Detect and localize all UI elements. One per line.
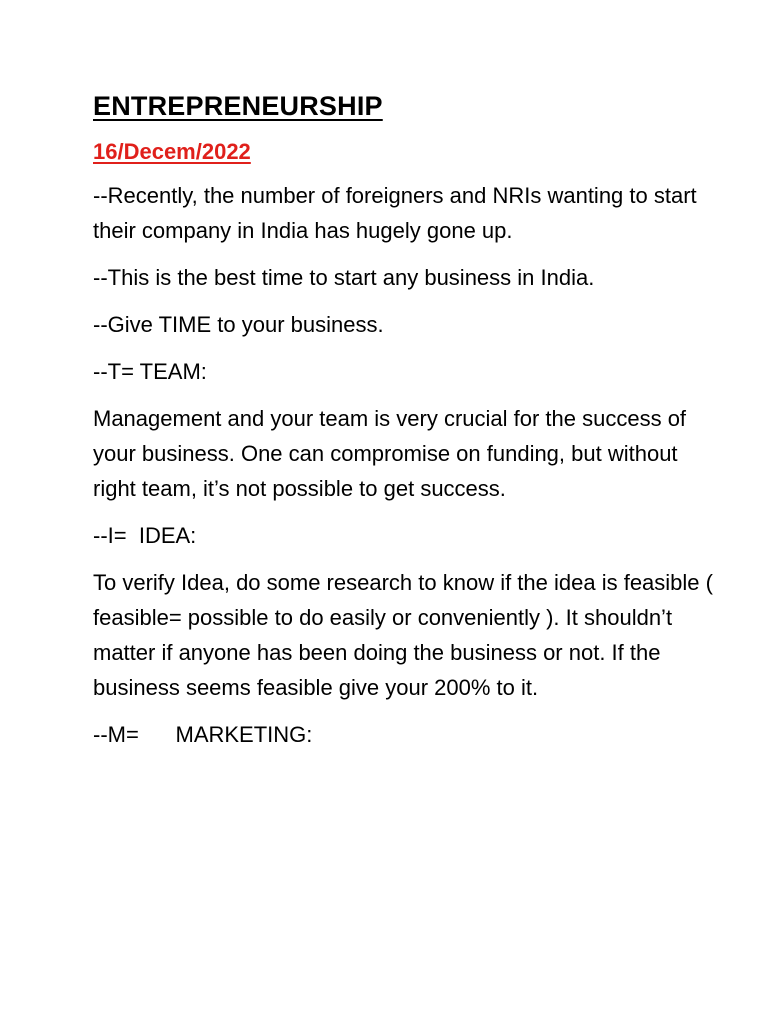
document-title: ENTREPRENEURSHIP [93,91,383,121]
heading-marketing: --M= MARKETING: [93,722,313,747]
paragraph-give-time: --Give TIME to your business. [93,312,384,337]
document-date: 16/Decem/2022 [93,139,251,164]
document-page [93,88,713,764]
heading-idea: --I= IDEA: [93,523,197,548]
paragraph-team: Management and your team is very crucial for the success of your business. One can compromise on funding, but without right team, it’s not possible to get success. [93,406,687,501]
paragraph-foreigners: --Recently, the number of foreigners and NRIs wanting to start their company in India has hugely gone up. [93,183,697,243]
paragraph-idea: To verify Idea, do some research to know if the idea is feasible ( feasible= possible to do easily or conveniently ). It shouldn’t matter if anyone has been doing the business or not. If the business seems feasible give your 200% to it. [93,570,713,700]
paragraph-best-time: --This is the best time to start any business in India. [93,265,595,290]
heading-team: --T= TEAM: [93,359,207,384]
